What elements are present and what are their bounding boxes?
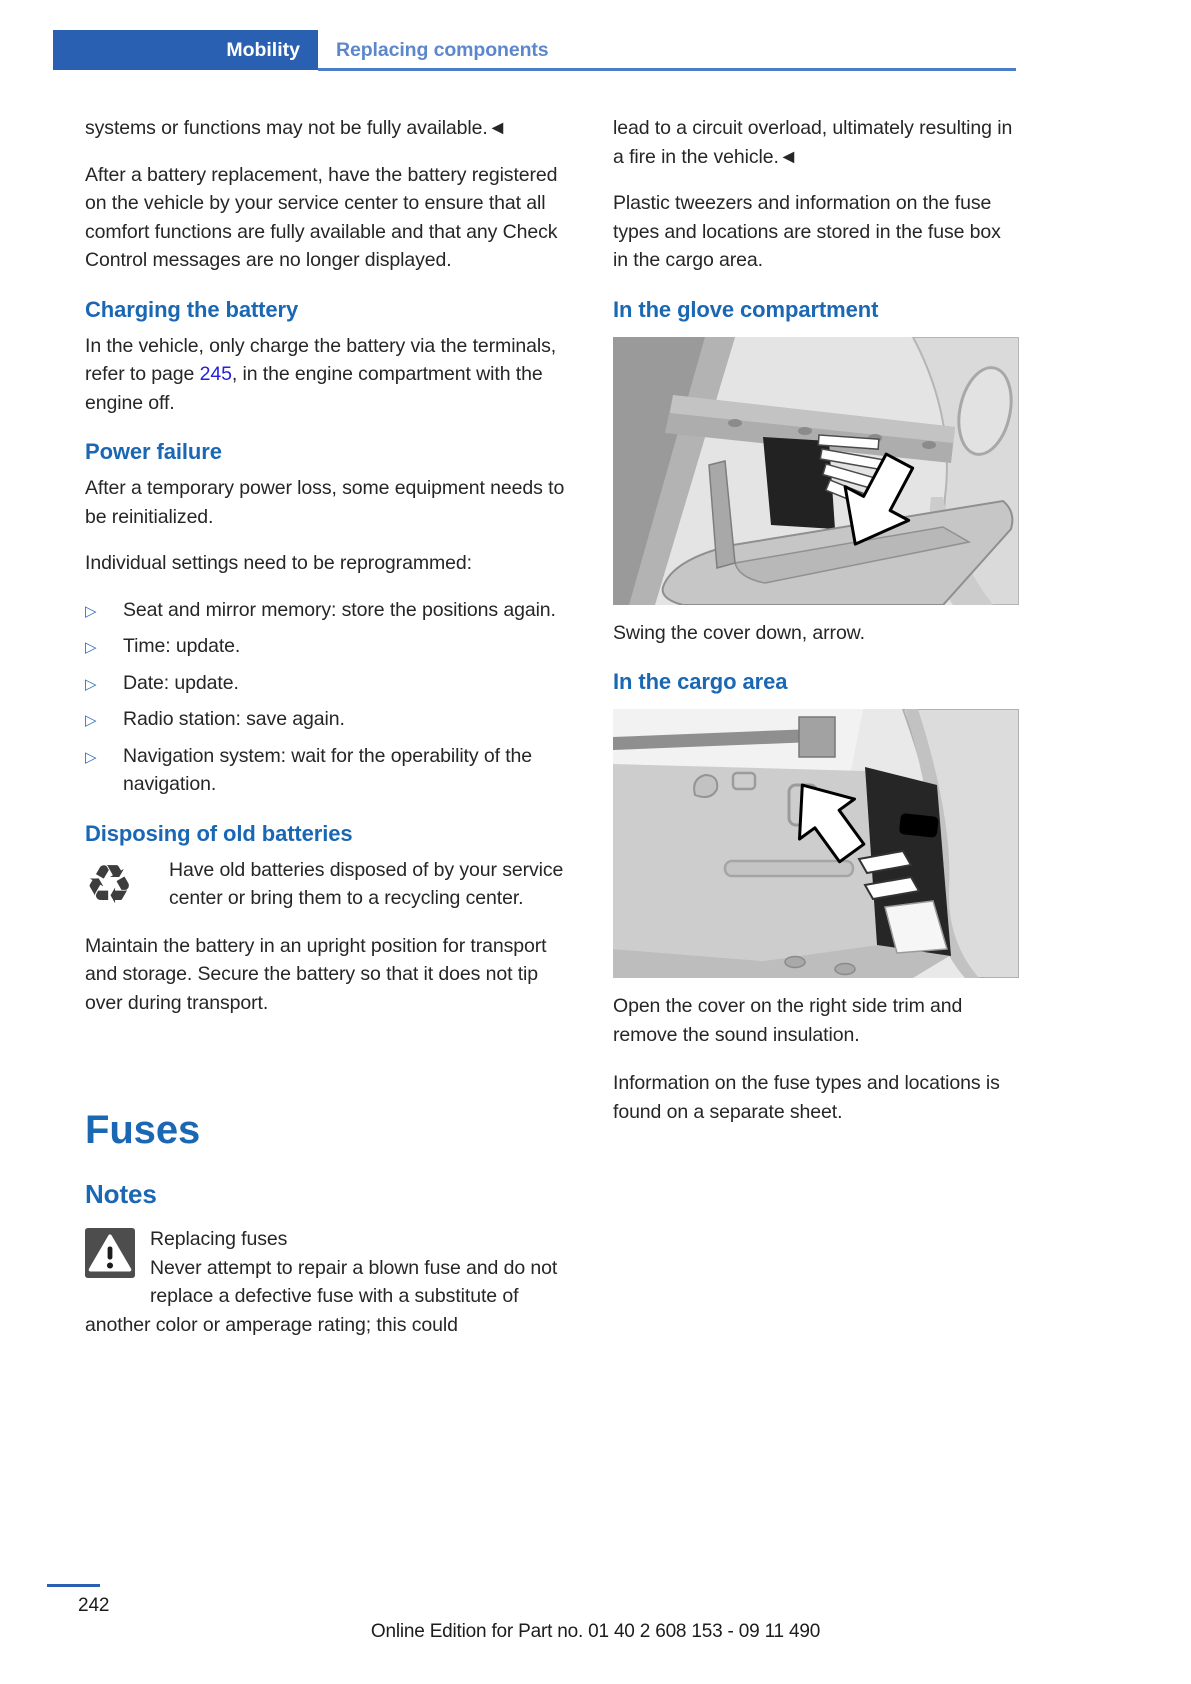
- footer-rule: [47, 1584, 100, 1587]
- paragraph-power-2: Individual settings need to be reprogrammed:: [85, 552, 472, 574]
- figure-glove-compartment: [613, 337, 1019, 605]
- bullet-item: [85, 669, 577, 698]
- chapter-tab: [53, 30, 318, 70]
- page-number: 242: [78, 1595, 110, 1616]
- recycle-note: [85, 852, 577, 916]
- recycle-note-text: Have old batteries disposed of by your service center or bring them to a recycling center.: [169, 858, 564, 909]
- bullet-text: Radio station: save again.: [123, 708, 345, 730]
- paragraph-tweezers: Plastic tweezers and information on the fuse types and locations are stored in the fuse box in the cargo area.: [613, 192, 1001, 271]
- paragraph-power-1: After a temporary power loss, some equipment needs to be reinitialized.: [85, 477, 565, 528]
- section-heading-disposing: Disposing of old batteries: [85, 820, 353, 846]
- paragraph-continued: systems or functions may not be fully available.◄: [85, 117, 507, 139]
- edition-footer: Online Edition for Part no. 01 40 2 608 153 - 09 11 490: [370, 1621, 821, 1642]
- bullet-item: [85, 705, 577, 734]
- recycle-icon: ♻: [85, 852, 134, 916]
- bullet-text: Date: update.: [123, 671, 239, 694]
- bullet-text: Seat and mirror memory: store the positions again.: [123, 598, 556, 621]
- subheading-notes: Notes: [85, 1179, 157, 1209]
- figure-caption-cargo: Open the cover on the right side trim and remove the sound insulation.: [613, 995, 963, 1046]
- triangle-bullet-icon: ▷: [85, 601, 97, 620]
- warning-note-title: Replacing fuses: [150, 1228, 288, 1250]
- chapter-heading-fuses: Fuses: [85, 1108, 201, 1152]
- paragraph-fuse-info: Information on the fuse types and locations is found on a separate sheet.: [613, 1072, 1000, 1123]
- paragraph-maintain: Maintain the battery in an upright position for transport and storage. Secure the battery so that it does not tip over during transport.: [85, 934, 547, 1014]
- section-heading-cargo-area: In the cargo area: [613, 669, 788, 694]
- bullet-text: Navigation system: wait for the operability of the navigation.: [123, 744, 533, 795]
- paragraph-overload: lead to a circuit overload, ultimately resulting in a fire in the vehicle.◄: [613, 117, 1013, 168]
- warning-icon: [85, 1228, 135, 1278]
- section-heading-charging: Charging the battery: [85, 296, 299, 322]
- triangle-bullet-icon: ▷: [85, 747, 97, 766]
- bullet-item: [85, 596, 577, 625]
- subsection-label: Replacing components: [336, 38, 549, 61]
- chapter-tab-label: Mobility: [226, 38, 300, 61]
- right-column: [613, 114, 1019, 1144]
- figure-caption-glove: Swing the cover down, arrow.: [613, 621, 865, 644]
- bullet-item: [85, 632, 577, 661]
- triangle-bullet-icon: ▷: [85, 674, 97, 693]
- triangle-bullet-icon: ▷: [85, 711, 97, 729]
- figure-cargo-area: [613, 709, 1019, 978]
- paragraph-battery-replacement: After a battery replacement, have the battery registered on the vehicle by your service center to ensure that all comfort functions are fully available and that any Check Control messages are no longer displayed.: [85, 163, 558, 271]
- page-link-245[interactable]: 245: [199, 363, 232, 385]
- paragraph-charging: [85, 332, 577, 418]
- cargo-area-illustration: [613, 709, 1019, 978]
- charging-text-before: In the vehicle, only charge the battery via the terminals, refer to page: [85, 334, 557, 385]
- warning-note-text: Never attempt to repair a blown fuse and do not replace a defective fuse with a substitute of another color or amperage rating; this could: [85, 1256, 558, 1336]
- header-rule: [318, 68, 1016, 71]
- bullet-text: Time: update.: [123, 635, 241, 657]
- bullet-item: [85, 742, 577, 799]
- bullet-list: [85, 596, 577, 799]
- recycle-icon-column: [85, 852, 169, 916]
- section-heading-glove-compartment: In the glove compartment: [613, 296, 879, 322]
- charging-text-after: , in the engine compartment with the engine off.: [85, 363, 543, 414]
- triangle-bullet-icon: ▷: [85, 638, 97, 656]
- glove-compartment-illustration: [613, 337, 1019, 605]
- warning-note: [85, 1225, 577, 1339]
- section-heading-power-failure: Power failure: [85, 439, 222, 464]
- left-column: [85, 114, 577, 1339]
